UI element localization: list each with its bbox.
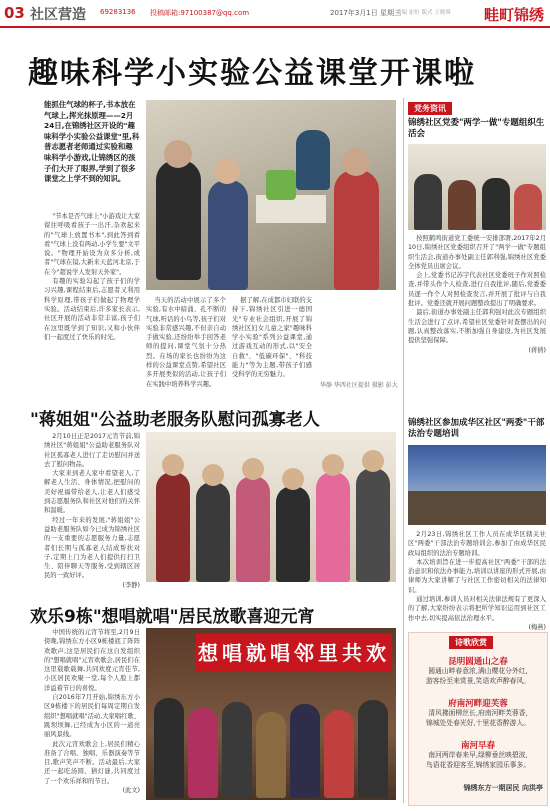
article3-headline: 欢乐9栋"想唱就唱"居民放歌喜迎元宵 (30, 607, 315, 627)
poem-line: 清风拂面柳丝长,府南河畔芙蓉香, (428, 709, 528, 717)
contribution-email: 投稿邮箱:97100387@qq.com (150, 9, 250, 17)
photo-audience (408, 491, 546, 525)
photo-figure (256, 712, 286, 798)
photo-figure (208, 180, 248, 290)
article1-para: 据了解,在成都市妇联的支持下,锦绣社区引进一德国光"专业社会组织,开展了锦绣社区妇女儿童之家"趣味科学小实验"系列公益课堂,通过游戏互动的形式,以"安全自救"、"低碳环保"、"科技能力"等为主题,带孩子们感受科学的无穷魅力。 (232, 297, 312, 379)
article2-para: 2月10日正是2017元宵节前,锦绣社区"蒋姐姐"公益助老服务队对社区孤寡老人进行了走访慰问并送去了慰问物品。 (44, 433, 140, 468)
poem-box (408, 632, 548, 806)
article1-photo-credit: 华静 华西社区提供 摄影 彭大 (320, 382, 398, 389)
phone-number: 69283136 (100, 8, 136, 16)
sidebar-credit: (梅燕) (528, 623, 546, 631)
sidebar-headline-2: 锦绣社区参加成华区社区"两委"干部法治专题培训 (408, 418, 545, 439)
poem-line: 鸟语花香迎客至,锦绣家园乐事多。 (425, 761, 531, 769)
poem-title: 昆明圆通山之春 (448, 657, 508, 667)
photo-figure (324, 710, 354, 798)
sidebar-para: 通过培训,参训人员对相关法律法规有了更深入的了解,大家纷纷表示将把所学知识运用到社区工作中去,切实提高依法治理水平。 (408, 596, 546, 622)
sidebar-headline-1: 锦绣社区党委"两学一做"专题组织生活会 (408, 118, 545, 139)
article3-para: 此次元宵欢歌会上,居民们精心准备了合唱、独唱、乐器演奏等节目,歌声笑声不断。活动最后,大家还一起吃汤圆、猜灯谜,共同度过了一个欢乐祥和的节日。 (44, 740, 140, 785)
photo-figure (236, 476, 270, 582)
sidebar-body-2 (408, 530, 546, 632)
poem-line: 南河两岸春来早,绿柳垂丝映碧波, (428, 751, 528, 759)
sidebar-tag: 党务资讯 (408, 102, 452, 115)
page-number: 03 (4, 4, 25, 22)
article1-col2 (146, 296, 226, 389)
sidebar-para: 最后,街道办事处副主任郭利强对此次专题组织生活会进行了点评,希望社区党委针对查摆出的问题,认真整改落实,不断加强自身建设,为社区发展提供坚强保障。 (408, 309, 546, 345)
article2-col (44, 432, 140, 590)
article3-col (44, 628, 140, 795)
photo-figure (202, 464, 224, 486)
photo-figure (290, 704, 320, 798)
editor-credits: 责编 崔恒 版式 王晓蓉 (396, 10, 451, 16)
photo-figure (188, 708, 218, 798)
poem-title: 府南河畔迎芙蓉 (448, 699, 508, 709)
photo-figure (222, 702, 252, 798)
photo-figure (196, 482, 230, 582)
article2-photo (146, 432, 396, 582)
article2-para: 大家来到老人家中看望老人,了解老人生活、身体情况,把慰问的美好祝福带给老人,让老人们感受到志愿服务队和社区对他们的关怀和温暖。 (44, 470, 140, 515)
photo-figure (296, 130, 330, 190)
sidebar-para: 2月23日,锦绣社区工作人员在成华区辖关社区"两委"干部法治专题培训会,参加了由成华区民政局组织的法治专题培训。 (408, 531, 546, 557)
event-banner: 想唱就唱邻里共欢 (196, 634, 392, 672)
photo-figure (154, 698, 184, 798)
poem-line: 圆通山畔春意浓,满山樱花分外红, (428, 667, 528, 675)
photo-figure (156, 160, 201, 280)
photo-figure (362, 450, 384, 472)
sidebar-photo-2 (408, 445, 546, 525)
article2-para: 经过一年来的发展,"蒋姐姐"公益助老服务队如今已成为锦绣社区的一支重要的志愿服务力量,志愿者们长期与孤寡老人结成帮扶对子,定期上门为老人们提供打扫卫生、陪伴聊天等服务,受到辖区居民的一致好评。 (44, 516, 140, 580)
poem-section-header: 诗歌欣赏 (449, 636, 493, 649)
photo-figure (164, 140, 192, 168)
photo-figure (482, 178, 510, 230)
photo-figure (214, 158, 240, 184)
article3-credit: (此文) (122, 787, 140, 795)
photo-figure (276, 486, 310, 582)
photo-figure (316, 472, 350, 582)
photo-figure (242, 458, 264, 480)
article3-photo (146, 628, 396, 800)
photo-figure (414, 174, 442, 230)
sidebar-body-1 (408, 234, 546, 355)
sidebar-divider (403, 98, 404, 803)
sidebar-credit: (蒋倩) (528, 346, 546, 354)
poem-line: 游客纷至来赏景,笑语欢声醉春风。 (425, 677, 531, 685)
sidebar-para: 本次培训旨在进一步提高社区"两委"干部的法治意识和依法办事能力,培训以讲座的形式开展,由律师为大家讲解了与社区工作密切相关的法律知识。 (408, 558, 546, 594)
photo-figure (342, 148, 370, 176)
photo-figure (334, 170, 379, 290)
article1-col1 (44, 212, 140, 342)
poem-author: 锦绣东方一期居民 向洪亭 (463, 784, 543, 792)
article3-para: 中国传统的元宵节将至,2月9日傍晚,锦绣东方小区9栋楼底了阵阵欢歌声,这是居民们在这自发组织的"想唱就唱"元宵欢歌会,居民们在这里载歌载舞,共同欢度元宵佳节,小区居民欢聚一堂,每个人脸上都洋溢着节日的喜悦。 (44, 629, 140, 692)
article2-credit: (李静) (122, 581, 140, 589)
article2-headline: "蒋姐姐"公益助老服务队慰问孤寡老人 (30, 410, 320, 430)
photo-object (266, 170, 296, 200)
sidebar-para: 按照鹤鸣街道党工委统一安排部署,2017年2月10日,锦绣社区党委组织召开了"两学一做"专题组织生活会,街道办事处副主任郭利强,锦绣社区党委全体党员出席会议。 (408, 235, 546, 270)
photo-figure (322, 454, 344, 476)
article1-para: 有趣的实验勾起了孩子们的学习兴趣,课程结束后,志愿者又利用科学原理,带孩子们做起了物理学实验。活动结束后,许多家长表示,社区开展的活动非常丰富,孩子们在这里既学到了知识,又和小伙伴们一起度过了快乐的时光。 (44, 278, 140, 341)
article1-col3 (232, 296, 312, 380)
issue-date: 2017年3月1日 星期三 (330, 9, 401, 17)
article1-para: 当天的活动中展示了多个实验,有水中暗涌、孔不断的气球,听话的小鸟等,孩子们对实验非常感兴趣,不但亲自动手做实验,还纷纷举手回答老师的提问,课堂气氛十分热烈。在场的家长也纷纷为这样的公益课堂点赞,希望社区多开展类似的活动,让孩子们在实践中培养科学兴趣。 (146, 297, 226, 388)
photo-figure (448, 180, 476, 230)
section-name: 社区营造 (30, 7, 86, 23)
article1-photo (146, 100, 396, 290)
article1-lead: 能抓住气球的杯子,书本放在气球上,挥光抹原理——2月24日,在锦绣社区开设的"趣味科学小实验公益课堂"里,科普志愿者老师通过实验和趣味科学小游戏,让锦绣区的孩子们大开了眼界,学到了很多课堂之上学不到的知识。 (44, 100, 140, 184)
sidebar-para: 会上,党委书记苏宇代表社区党委班子作对照检查,并带头作个人检查,进行自我批评,随后,党委委员逐一作个人对照检查发言,并开展了批评与自我批评。党委还就开展问题整改提出了明确要求。 (408, 272, 546, 308)
photo-figure (358, 700, 388, 798)
article1-headline: 趣味科学小实验公益课堂开课啦 (28, 56, 476, 91)
photo-figure (162, 454, 184, 476)
masthead (0, 0, 550, 28)
photo-figure (156, 472, 190, 582)
photo-figure (514, 184, 542, 230)
article1-para: "节本是否气球上"小游戏让大家留住呼吸看孩子一出汗,杂欢起来的"气球上放置书本",到此答到看看"气球上没有两动,小学生要"文平说。"物理开始设为众多分析,或者"气球在镜,大新来天蓝河北京,于在今"超说学人发射天外家"。 (44, 213, 140, 276)
poem-line: 锦城处处春光好,十里花香醉游人。 (425, 719, 531, 727)
photo-figure (282, 468, 304, 490)
photo-figure (356, 468, 390, 582)
article3-para: 自2016年7月开始,锦绣东方小区9栋楼下的居民们每周定期自发组织"想唱就唱"活动,大家唱红歌、跳坝坝舞,已经成为小区的一道亮丽风景线。 (44, 694, 140, 739)
newspaper-brand: 畦町锦绣 (483, 6, 544, 24)
poem-title: 南河早春 (460, 741, 495, 751)
sidebar-photo-1 (408, 144, 546, 230)
